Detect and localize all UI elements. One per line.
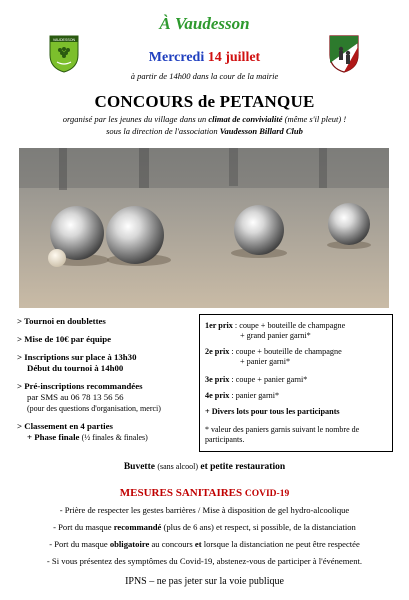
tournament-details bbox=[17, 316, 197, 450]
rule-3a: - Port du masque bbox=[49, 539, 110, 549]
prize-1-text: : coupe + bouteille de champagne bbox=[232, 321, 346, 330]
buvette-note: (sans alcool) bbox=[157, 462, 198, 471]
detail-sms: par SMS au 06 78 13 56 56 bbox=[27, 392, 124, 402]
place-title: À Vaudesson bbox=[159, 14, 250, 33]
buvette-label: Buvette bbox=[123, 462, 155, 472]
rule-2 bbox=[0, 522, 409, 532]
mesures-title-text: MESURES SANITAIRES bbox=[119, 487, 243, 499]
mesures-covid: COVID-19 bbox=[244, 489, 290, 499]
event-day: Mercredi bbox=[148, 50, 205, 65]
intro-1a: organisé par les jeunes du village dans un bbox=[62, 114, 209, 124]
rule-3 bbox=[0, 539, 409, 549]
rule-3c: au concours bbox=[149, 539, 195, 549]
detail-sms-note: (pour des questions d'organisation, merci) bbox=[27, 404, 161, 413]
intro-2a: sous la direction de l'association bbox=[106, 126, 220, 136]
prize-divers: + Divers lots pour tous les participants bbox=[205, 407, 340, 416]
detail-debut: Début du tournoi à 14h00 bbox=[27, 363, 124, 373]
rule-3b: obligatoire bbox=[109, 539, 150, 549]
detail-tournoi: > Tournoi en doublettes bbox=[17, 316, 106, 326]
detail-classement: > Classement en 4 parties bbox=[17, 421, 113, 431]
petanque-balls-photo bbox=[19, 148, 389, 308]
event-date bbox=[0, 50, 409, 66]
event-time-location: à partir de 14h00 dans la cour de la mairie bbox=[130, 71, 279, 81]
intro-2b: Vaudesson Billard Club bbox=[219, 126, 303, 136]
prize-2-text: : coupe + bouteille de champagne bbox=[229, 347, 342, 356]
rule-1: - Prière de respecter les gestes barrières / Mise à disposition de gel hydro-alcoolique bbox=[59, 505, 350, 515]
detail-mise: > Mise de 10€ par équipe bbox=[17, 334, 112, 344]
rule-2b: recommandé bbox=[113, 522, 162, 532]
main-title: CONCOURS de PETANQUE bbox=[94, 92, 315, 111]
intro-1c: (même s'il pleut) ! bbox=[282, 114, 347, 124]
prize-box bbox=[199, 314, 393, 452]
prize-note: * valeur des paniers garnis suivant le nombre de participants. bbox=[205, 425, 360, 444]
rule-3e: lorsque la distanciation ne peut être respectée bbox=[201, 539, 360, 549]
intro-1b: climat de convivialité bbox=[208, 114, 283, 124]
prize-2-line2: + panier garni* bbox=[240, 357, 291, 366]
mesures-title bbox=[0, 487, 409, 499]
prize-2 bbox=[205, 347, 342, 357]
prize-1-label: 1er prix bbox=[205, 321, 233, 330]
buvette-line bbox=[0, 462, 409, 472]
detail-phase bbox=[17, 432, 197, 443]
rule-4: - Si vous présentez des symptômes du Covid-19, abstenez-vous de participer à l'événement. bbox=[46, 556, 363, 566]
prize-1 bbox=[205, 321, 345, 331]
detail-phase-note: (½ finales & finales) bbox=[81, 433, 148, 442]
prize-1-line2: + grand panier garni* bbox=[240, 331, 311, 340]
detail-preinscriptions: > Pré-inscriptions recommandées bbox=[17, 381, 143, 391]
event-day-date: 14 juillet bbox=[207, 50, 261, 65]
prize-4 bbox=[205, 391, 279, 401]
detail-inscriptions: > Inscriptions sur place à 13h30 bbox=[17, 352, 137, 362]
intro-line-2 bbox=[0, 126, 409, 136]
buvette-restauration: et petite restauration bbox=[198, 462, 286, 472]
prize-3-label: 3e prix bbox=[205, 375, 230, 384]
svg-text:VAUDESSON: VAUDESSON bbox=[52, 38, 76, 42]
detail-phase-label: + Phase finale bbox=[27, 432, 80, 442]
rule-2a: - Port du masque bbox=[53, 522, 114, 532]
ipns-footer: IPNS – ne pas jeter sur la voie publique bbox=[125, 576, 284, 587]
prize-3 bbox=[205, 375, 307, 385]
prize-4-label: 4e prix bbox=[205, 391, 230, 400]
intro-line-1 bbox=[0, 114, 409, 124]
rule-2c: (plus de 6 ans) et respect, si possible, de la distanciation bbox=[161, 522, 356, 532]
prize-3-text: : coupe + panier garni* bbox=[229, 375, 308, 384]
prize-4-text: : panier garni* bbox=[229, 391, 280, 400]
prize-2-label: 2e prix bbox=[205, 347, 230, 356]
rule-3d: et bbox=[194, 539, 202, 549]
